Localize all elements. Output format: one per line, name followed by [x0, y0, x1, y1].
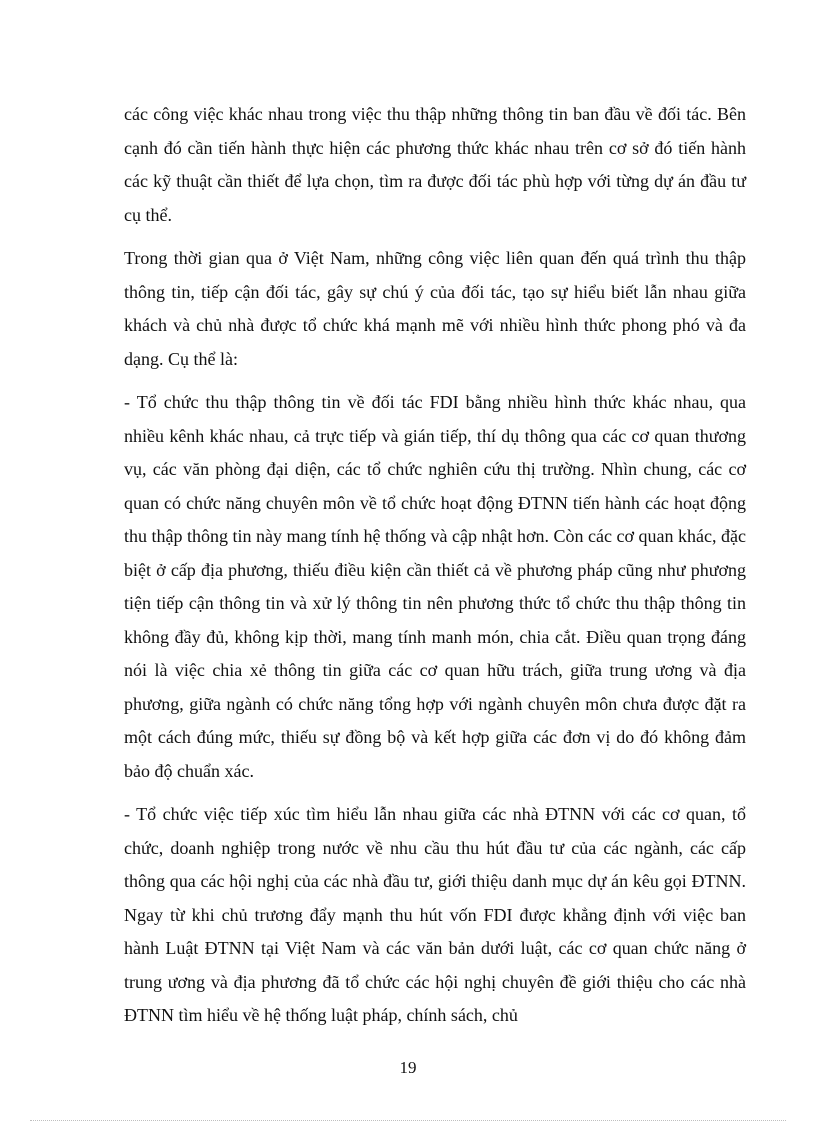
paragraph-information-gathering: - Tổ chức thu thập thông tin về đối tác FDI bằng nhiều hình thức khác nhau, qua nhiều kênh khác nhau, cả trực tiếp và gián tiếp, thí dụ thông qua các cơ quan thương vụ, các văn phòng đại diện, các tổ chức nghiên cứu thị trường. Nhìn chung, các cơ quan có chức năng chuyên môn về tổ chức hoạt động ĐTNN tiến hành các hoạt động thu thập thông tin này mang tính hệ thống và cập nhật hơn. Còn các cơ quan khác, đặc biệt ở cấp địa phương, thiếu điều kiện cần thiết cả về phương pháp cũng như phương tiện tiếp cận thông tin và xử lý thông tin nên phương thức tổ chức thu thập thông tin không đầy đủ, không kịp thời, mang tính manh món, chia cắt. Điều quan trọng đáng nói là việc chia xẻ thông tin giữa các cơ quan hữu trách, giữa trung ương và địa phương, giữa ngành có chức năng tổng hợp với ngành chuyên môn chưa được đặt ra một cách đúng mức, thiếu sự đồng bộ và kết hợp giữa các đơn vị do đó không đảm bảo độ chuẩn xác. [124, 392, 746, 781]
page-bottom-divider [30, 1120, 786, 1121]
document-body [124, 98, 746, 1043]
paragraph-investor-contact: - Tổ chức việc tiếp xúc tìm hiểu lẫn nhau giữa các nhà ĐTNN với các cơ quan, tổ chức, doanh nghiệp trong nước về nhu cầu thu hút đầu tư của các ngành, các cấp thông qua các hội nghị của các nhà đầu tư, giới thiệu danh mục dự án kêu gọi ĐTNN. Ngay từ khi chủ trương đẩy mạnh thu hút vốn FDI được khẳng định với việc ban hành Luật ĐTNN tại Việt Nam và các văn bản dưới luật, các cơ quan chức năng ở trung ương và địa phương đã tổ chức các hội nghị chuyên đề giới thiệu cho các nhà ĐTNN tìm hiểu về hệ thống luật pháp, chính sách, chủ [124, 804, 746, 1025]
paragraph-overview: Trong thời gian qua ở Việt Nam, những công việc liên quan đến quá trình thu thập thông tin, tiếp cận đối tác, gây sự chú ý của đối tác, tạo sự hiểu biết lẫn nhau giữa khách và chủ nhà được tổ chức khá mạnh mẽ với nhiều hình thức phong phó và đa dạng. Cụ thể là: [124, 248, 746, 369]
page-number: 19 [399, 1058, 417, 1077]
paragraph-continuation: các công việc khác nhau trong việc thu thập những thông tin ban đầu về đối tác. Bên cạnh đó cần tiến hành thực hiện các phương thức khác nhau trên cơ sở đó tiến hành các kỹ thuật cần thiết để lựa chọn, tìm ra được đối tác phù hợp với từng dự án đầu tư cụ thể. [124, 104, 746, 225]
